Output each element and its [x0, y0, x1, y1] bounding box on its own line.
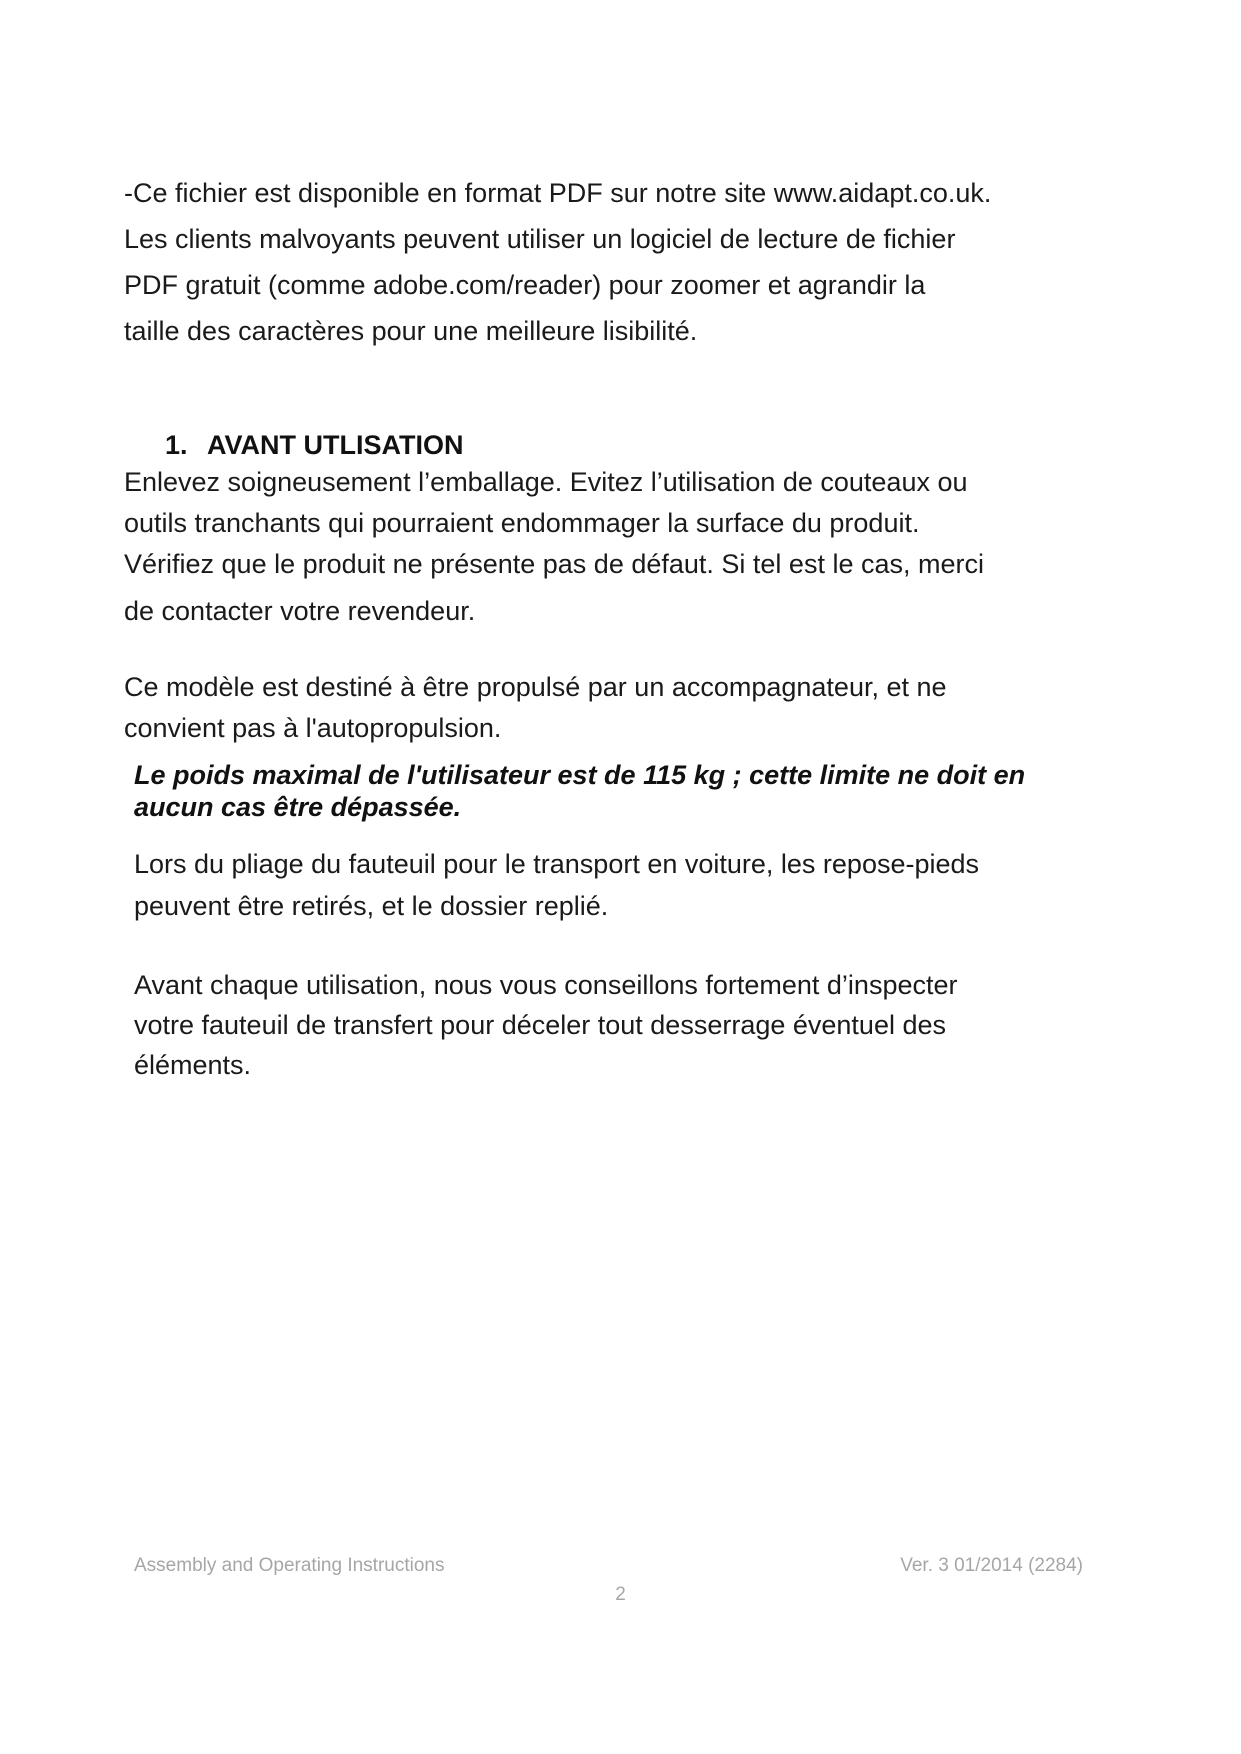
paragraph-line: éléments.	[134, 1050, 252, 1080]
folding-paragraph	[134, 843, 1144, 927]
propulsion-paragraph	[124, 667, 1134, 749]
warning-line: aucun cas être dépassée.	[134, 792, 462, 822]
inspection-paragraph	[134, 965, 1144, 1085]
page-number: 2	[615, 1584, 626, 1605]
intro-line: -Ce fichier est disponible en format PDF sur notre site www.aidapt.co.uk.	[124, 178, 992, 208]
section-number: 1.	[165, 430, 188, 460]
unpacking-paragraph	[124, 462, 1134, 632]
paragraph-line: peuvent être retirés, et le dossier replié.	[134, 891, 609, 921]
footer-document-title: Assembly and Operating Instructions	[134, 1555, 445, 1576]
warning-line: Le poids maximal de l'utilisateur est de 115 kg ; cette limite ne doit en	[134, 760, 1026, 790]
footer-version: Ver. 3 01/2014 (2284)	[900, 1555, 1083, 1576]
paragraph-line: votre fauteuil de transfert pour déceler tout desserrage éventuel des	[134, 1010, 946, 1040]
paragraph-line: convient pas à l'autopropulsion.	[124, 713, 502, 743]
paragraph-line: Ce modèle est destiné à être propulsé par un accompagnateur, et ne	[124, 672, 947, 702]
paragraph-line: Lors du pliage du fauteuil pour le transport en voiture, les repose-pieds	[134, 849, 980, 879]
paragraph-line: outils tranchants qui pourraient endommager la surface du produit.	[124, 508, 920, 538]
weight-warning	[134, 759, 1144, 823]
intro-line: taille des caractères pour une meilleure lisibilité.	[124, 316, 698, 346]
section-title: AVANT UTLISATION	[207, 430, 464, 460]
intro-line: Les clients malvoyants peuvent utiliser un logiciel de lecture de fichier	[124, 224, 956, 254]
section-heading	[165, 425, 463, 465]
intro-paragraph	[124, 170, 1134, 354]
paragraph-line: Enlevez soigneusement l’emballage. Evitez l’utilisation de couteaux ou	[124, 467, 968, 497]
paragraph-line: Avant chaque utilisation, nous vous conseillons fortement d’inspecter	[134, 970, 958, 1000]
paragraph-line: de contacter votre revendeur.	[124, 596, 476, 626]
intro-line: PDF gratuit (comme adobe.com/reader) pour zoomer et agrandir la	[124, 270, 926, 300]
paragraph-line: Vérifiez que le produit ne présente pas de défaut. Si tel est le cas, merci	[124, 549, 984, 579]
